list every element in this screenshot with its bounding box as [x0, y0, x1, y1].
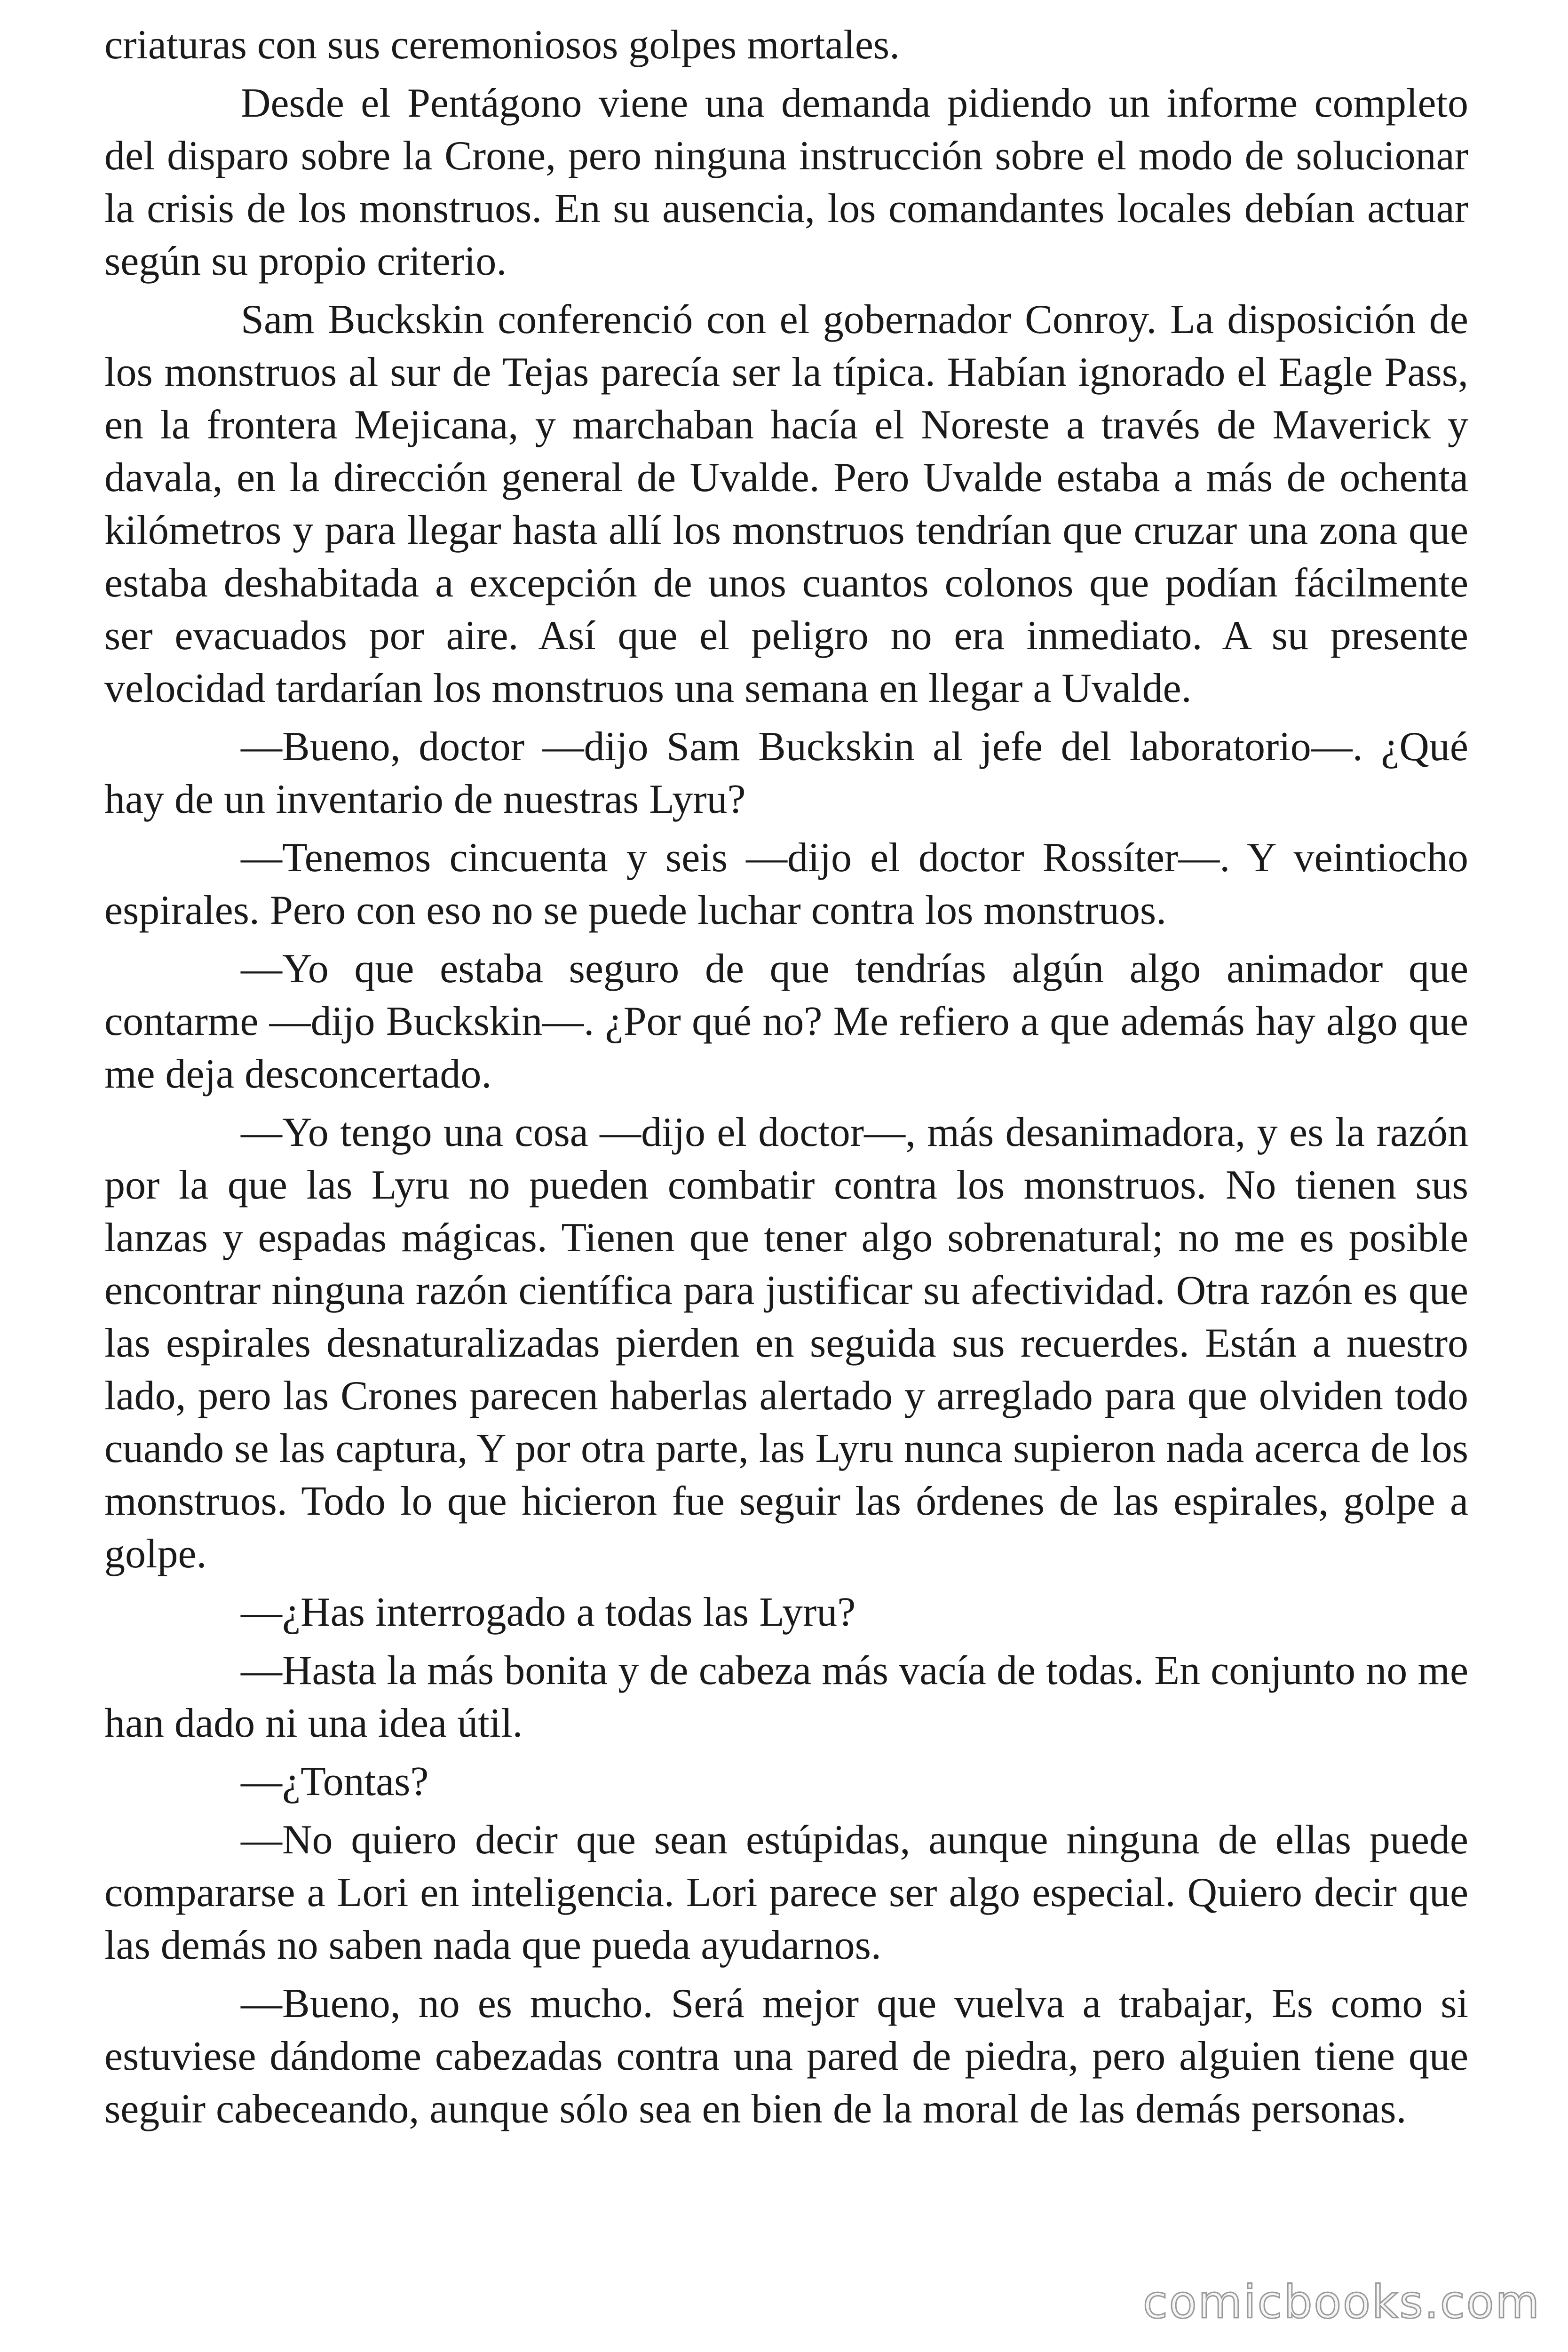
page-body: [104, 19, 1468, 2141]
paragraph-8: —¿Has interrogado a todas las Lyru?: [241, 1589, 856, 1635]
paragraph-11: —No quiero decir que sean estúpidas, aunque ninguna de ellas puede compararse a Lori en inteligencia. Lori parece ser algo especial. Quiero decir que las demás no saben nada que pueda ayudarnos.: [104, 1817, 1468, 1968]
paragraph-3: Sam Buckskin conferenció con el gobernador Conroy. La disposición de los monstruos al sur de Tejas parecía ser la típica. Habían ignorado el Eagle Pass, en la frontera Mejicana, y marchaban hacía el Noreste a través de Maverick y davala, en la dirección general de Uvalde. Pero Uvalde estaba a más de ochenta kilómetros y para llegar hasta allí los monstruos tendrían que cruzar una zona que estaba deshabitada a excepción de unos cuantos colonos que podían fácilmente ser evacuados por aire. Así que el peligro no era inmediato. A su presente velocidad tardarían los monstruos una semana en llegar a Uvalde.: [104, 297, 1468, 711]
watermark: comicbooks.com: [1142, 2276, 1541, 2328]
paragraph-7: —Yo tengo una cosa —dijo el doctor—, más desanimadora, y es la razón por la que las Lyru no pueden combatir contra los monstruos. No tienen sus lanzas y espadas mágicas. Tienen que tener algo sobrenatural; no me es posible encontrar ninguna razón científica para justificar su afectividad. Otra razón es que las espirales desnaturalizadas pierden en seguida sus recuerdes. Están a nuestro lado, pero las Crones parecen haberlas alertado y arreglado para que olviden todo cuando se las captura, Y por otra parte, las Lyru nunca supieron nada acerca de los monstruos. Todo lo que hicieron fue seguir las órdenes de las espirales, golpe a golpe.: [104, 1110, 1468, 1577]
paragraph-12: —Bueno, no es mucho. Será mejor que vuelva a trabajar, Es como si estuviese dándome cabezadas contra una pared de piedra, pero alguien tiene que seguir cabeceando, aunque sólo sea en bien de la moral de las demás personas.: [104, 1981, 1468, 2132]
paragraph-9: —Hasta la más bonita y de cabeza más vacía de todas. En conjunto no me han dado ni una idea útil.: [104, 1648, 1468, 1746]
paragraph-5: —Tenemos cincuenta y seis —dijo el doctor Rossíter—. Y veintiocho espirales. Pero con eso no se puede luchar contra los monstruos.: [104, 835, 1468, 933]
paragraph-1: criaturas con sus ceremoniosos golpes mortales.: [104, 22, 900, 68]
paragraph-4: —Bueno, doctor —dijo Sam Buckskin al jefe del laboratorio—. ¿Qué hay de un inventario de nuestras Lyru?: [104, 724, 1468, 822]
paragraph-2: Desde el Pentágono viene una demanda pidiendo un informe completo del disparo sobre la Crone, pero ninguna instrucción sobre el modo de solucionar la crisis de los monstruos. En su ausencia, los comandantes locales debían actuar según su propio criterio.: [104, 80, 1468, 284]
paragraph-10: —¿Tontas?: [241, 1759, 429, 1804]
paragraph-6: —Yo que estaba seguro de que tendrías algún algo animador que contarme —dijo Buckskin—. ¿Por qué no? Me refiero a que además hay algo que me deja desconcertado.: [104, 946, 1468, 1097]
